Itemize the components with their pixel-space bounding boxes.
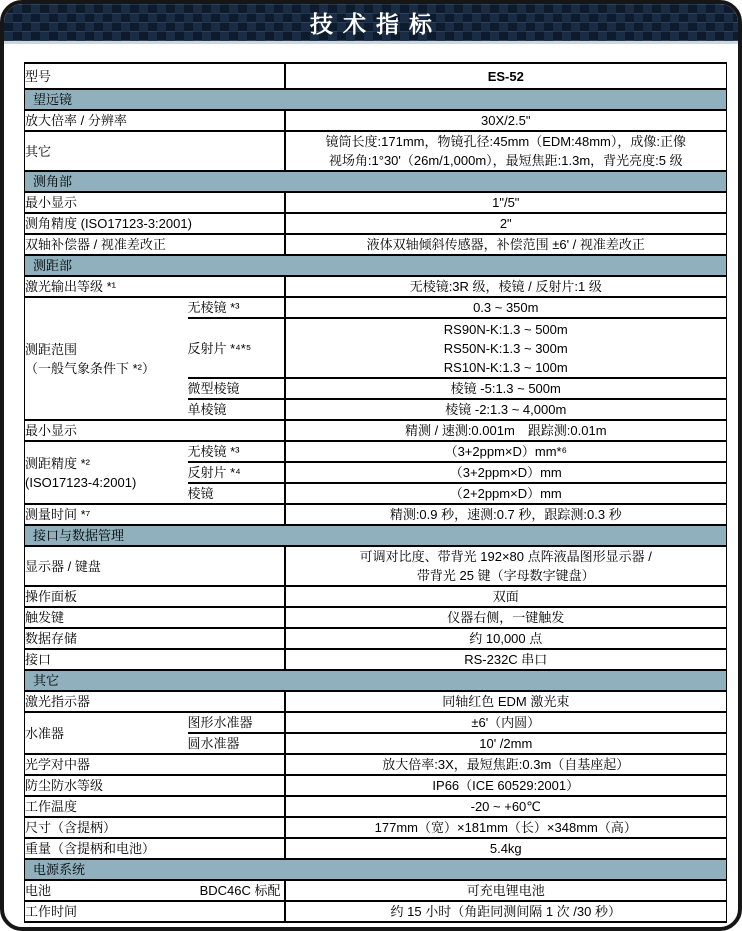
spec-value: [285, 546, 727, 586]
spec-label: 型号: [25, 63, 285, 89]
value-line: RS90N-K:1.3 ~ 500m: [443, 321, 568, 337]
table-row: [25, 234, 727, 255]
spec-value: （3+2ppm×D）mm: [285, 462, 727, 483]
spec-value: 30X/2.5": [285, 110, 727, 131]
spec-label: 其它: [25, 131, 285, 171]
section-header: 测距部: [25, 255, 727, 276]
section-row: [25, 525, 727, 546]
spec-label: 操作面板: [25, 586, 285, 607]
table-row: [25, 628, 727, 649]
spec-label: 激光指示器: [25, 691, 285, 712]
sub-label: 单棱镜: [188, 399, 285, 420]
title-band: [4, 4, 738, 44]
spec-value: ±6'（内圆）: [285, 712, 727, 733]
spec-value: 10' /2mm: [285, 733, 727, 754]
section-header: 测角部: [25, 171, 727, 192]
table-row: [25, 441, 727, 462]
table-row: [25, 213, 727, 234]
spec-label: 数据存储: [25, 628, 285, 649]
sub-label: 反射片 *⁴: [188, 462, 285, 483]
value-line: 带背光 25 键（字母数字键盘）: [416, 568, 595, 583]
spec-value: 棱镜 -2:1.3 ~ 4,000m: [285, 399, 727, 420]
spec-value: 5.4kg: [285, 838, 727, 859]
sub-label: BDC46C 标配: [188, 880, 285, 901]
table-row: [25, 838, 727, 859]
spec-value: 无棱镜:3R 级，棱镜 / 反射片:1 级: [285, 276, 727, 297]
spec-value: IP66（ICE 60529:2001）: [285, 775, 727, 796]
table-row: [25, 649, 727, 670]
spec-label: 双轴补偿器 / 视准差改正: [25, 234, 285, 255]
section-header: 接口与数据管理: [25, 525, 727, 546]
spec-table: [24, 62, 727, 923]
value-line: RS10N-K:1.3 ~ 100m: [443, 359, 568, 375]
spec-value-model: ES-52: [285, 63, 727, 89]
table-row: [25, 712, 727, 733]
spec-value: 约 15 小时（角距同测间隔 1 次 /30 秒）: [285, 901, 727, 922]
spec-label: 最小显示: [25, 192, 285, 213]
spec-label: 尺寸（含提柄）: [25, 817, 285, 838]
spec-label: 光学对中器: [25, 754, 285, 775]
sub-label: 无棱镜 *³: [188, 297, 285, 318]
spec-label: 工作时间: [25, 901, 285, 922]
section-row: [25, 670, 727, 691]
section-row: [25, 859, 727, 880]
table-row: [25, 546, 727, 586]
group-label: [25, 712, 188, 754]
table-row: [25, 110, 727, 131]
table-row: [25, 63, 727, 89]
spec-value: 177mm（宽）×181mm（长）×348mm（高）: [285, 817, 727, 838]
spec-value: 仪器右侧，一键触发: [285, 607, 727, 628]
spec-value: 液体双轴倾斜传感器，补偿范围 ±6' / 视准差改正: [285, 234, 727, 255]
table-row: [25, 775, 727, 796]
spec-value: 2": [285, 213, 727, 234]
spec-label: 显示器 / 键盘: [25, 546, 285, 586]
section-row: [25, 171, 727, 192]
spec-label: 工作温度: [25, 796, 285, 817]
spec-label: 重量（含提柄和电池）: [25, 838, 285, 859]
spec-label: 测角精度 (ISO17123-3:2001): [25, 213, 285, 234]
group-label-line: 水准器: [25, 725, 65, 741]
section-header: 望远镜: [25, 89, 727, 110]
group-label-line: （一般气象条件下 *²）: [25, 360, 156, 376]
table-row: [25, 691, 727, 712]
table-row: [25, 796, 727, 817]
value-line: RS50N-K:1.3 ~ 300m: [443, 340, 568, 356]
spec-label: 接口: [25, 649, 285, 670]
spec-label: 测量时间 *⁷: [25, 504, 285, 525]
spec-label: 触发键: [25, 607, 285, 628]
spec-value: 精测 / 速测:0.001m 跟踪测:0.01m: [285, 420, 727, 441]
sub-label: 棱镜: [188, 483, 285, 504]
group-label-line: (ISO17123-4:2001): [25, 474, 137, 490]
section-header: 电源系统: [25, 859, 727, 880]
spec-label: 最小显示: [25, 420, 285, 441]
table-row: [25, 880, 727, 901]
sub-label: 微型棱镜: [188, 378, 285, 399]
group-label: [25, 297, 188, 420]
group-label-line: 测距精度 *²: [25, 455, 91, 471]
section-row: [25, 255, 727, 276]
table-row: [25, 192, 727, 213]
table-row: [25, 504, 727, 525]
sub-label: 无棱镜 *³: [188, 441, 285, 462]
sub-label: 反射片 *⁴*⁵: [188, 318, 285, 378]
spec-value: [285, 131, 727, 171]
spec-value: 约 10,000 点: [285, 628, 727, 649]
section-header: 其它: [25, 670, 727, 691]
spec-value: （2+2ppm×D）mm: [285, 483, 727, 504]
sub-label: 图形水准器: [188, 712, 285, 733]
table-row: [25, 297, 727, 318]
spec-value: 棱镜 -5:1.3 ~ 500m: [285, 378, 727, 399]
spec-value: 精测:0.9 秒，速测:0.7 秒，跟踪测:0.3 秒: [285, 504, 727, 525]
spec-value: 同轴红色 EDM 激光束: [285, 691, 727, 712]
spec-label: 电池: [25, 880, 188, 901]
table-row: [25, 817, 727, 838]
spec-value: 可充电锂电池: [285, 880, 727, 901]
value-line: 视场角:1°30'（26m/1,000m），最短焦距:1.3m，背光亮度:5 级: [328, 153, 683, 168]
spec-value: RS-232C 串口: [285, 649, 727, 670]
table-row: [25, 754, 727, 775]
spec-value: -20 ~ +60℃: [285, 796, 727, 817]
table-row: [25, 901, 727, 922]
group-label-line: 测距范围: [25, 341, 78, 357]
table-row: [25, 131, 727, 171]
spec-value: 双面: [285, 586, 727, 607]
table-row: [25, 276, 727, 297]
spec-value: 放大倍率:3X，最短焦距:0.3m（自基座起）: [285, 754, 727, 775]
value-line: 镜筒长度:171mm，物镜孔径:45mm（EDM:48mm），成像:正像: [325, 134, 686, 149]
spec-label: 防尘防水等级: [25, 775, 285, 796]
table-row: [25, 420, 727, 441]
spec-value: 0.3 ~ 350m: [285, 297, 727, 318]
page-title: 技术指标: [310, 11, 442, 37]
spec-value: （3+2ppm×D）mm*⁶: [285, 441, 727, 462]
section-row: [25, 89, 727, 110]
spec-value: [285, 318, 727, 378]
spec-label: 激光输出等级 *¹: [25, 276, 285, 297]
spec-value: 1"/5": [285, 192, 727, 213]
spec-label: 放大倍率 / 分辨率: [25, 110, 285, 131]
table-row: [25, 607, 727, 628]
group-label: [25, 441, 188, 504]
sub-label: 圆水准器: [188, 733, 285, 754]
table-row: [25, 586, 727, 607]
value-line: 可调对比度、带背光 192×80 点阵液晶图形显示器 /: [359, 549, 652, 564]
